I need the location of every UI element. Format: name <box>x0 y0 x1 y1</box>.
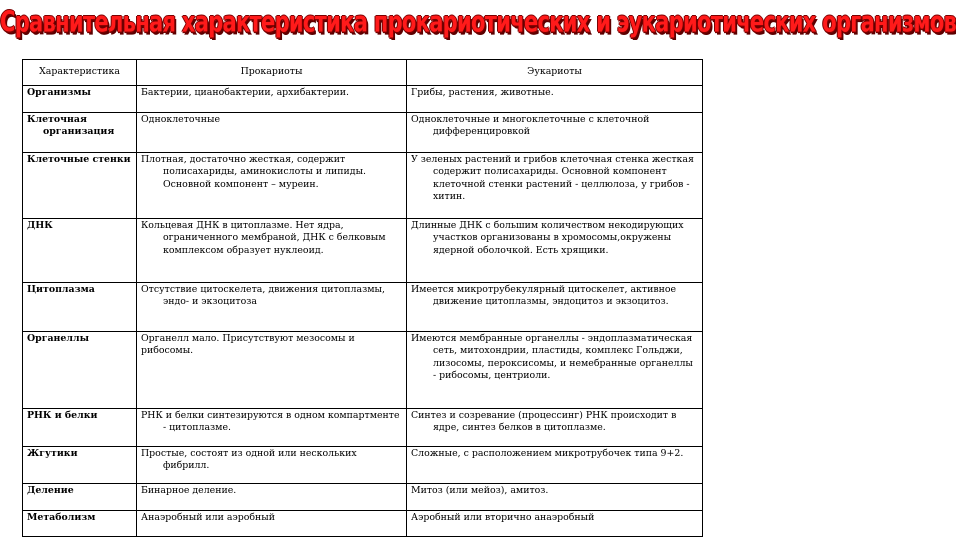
table-row <box>23 153 703 219</box>
row-label: Организмы <box>23 86 137 113</box>
row-label: Клеточная организация <box>23 113 137 153</box>
table-header-row <box>23 60 703 86</box>
eukaryote-cell: Митоз (или мейоз), амитоз. <box>407 484 703 511</box>
prokaryote-cell: Анаэробный или аэробный <box>137 511 407 537</box>
table-row <box>23 86 703 113</box>
eukaryote-cell: Имеется микротрубекулярный цитоскелет, активное движение цитоплазмы, эндоцитоз и экзоцитоз. <box>407 283 703 332</box>
eukaryote-cell: Грибы, растения, животные. <box>407 86 703 113</box>
row-label: РНК и белки <box>23 409 137 447</box>
table-row <box>23 113 703 153</box>
prokaryote-cell: Органелл мало. Присутствуют мезосомы и рибосомы. <box>137 332 407 409</box>
prokaryote-cell: РНК и белки синтезируются в одном компартменте - цитоплазме. <box>137 409 407 447</box>
column-header-prokaryotes: Прокариоты <box>137 60 407 86</box>
row-label: Жгутики <box>23 447 137 484</box>
row-label: Деление <box>23 484 137 511</box>
row-label: ДНК <box>23 219 137 283</box>
comparison-table <box>22 59 703 537</box>
row-label: Клеточные стенки <box>23 153 137 219</box>
eukaryote-cell: У зеленых растений и грибов клеточная стенка жесткая содержит полисахариды. Основной компонент клеточной стенки растений - целлюлоза, у грибов - хитин. <box>407 153 703 219</box>
page-title: Сравнительная характеристика прокариотических и эукариотических организмов <box>0 6 956 39</box>
eukaryote-cell: Сложные, с расположением микротрубочек типа 9+2. <box>407 447 703 484</box>
prokaryote-cell: Бактерии, цианобактерии, архибактерии. <box>137 86 407 113</box>
prokaryote-cell: Отсутствие цитоскелета, движения цитоплазмы, эндо- и экзоцитоза <box>137 283 407 332</box>
table-row <box>23 219 703 283</box>
row-label: Метаболизм <box>23 511 137 537</box>
eukaryote-cell: Синтез и созревание (процессинг) РНК происходит в ядре, синтез белков в цитоплазме. <box>407 409 703 447</box>
row-label: Органеллы <box>23 332 137 409</box>
table-row <box>23 511 703 537</box>
prokaryote-cell: Бинарное деление. <box>137 484 407 511</box>
table-row <box>23 332 703 409</box>
eukaryote-cell: Имеются мембранные органеллы - эндоплазматическая сеть, митохондрии, пластиды, комплекс Гольджи, лизосомы, пероксисомы, и немебранные органеллы - рибосомы, центриоли. <box>407 332 703 409</box>
table-row <box>23 484 703 511</box>
prokaryote-cell: Одноклеточные <box>137 113 407 153</box>
table-row <box>23 409 703 447</box>
table-row <box>23 447 703 484</box>
prokaryote-cell: Плотная, достаточно жесткая, содержит полисахариды, аминокислоты и липиды. Основной компонент – муреин. <box>137 153 407 219</box>
prokaryote-cell: Кольцевая ДНК в цитоплазме. Нет ядра, ограниченного мембраной, ДНК с белковым комплексом образует нуклеоид. <box>137 219 407 283</box>
eukaryote-cell: Аэробный или вторично анаэробный <box>407 511 703 537</box>
column-header-characteristic: Характеристика <box>23 60 137 86</box>
row-label: Цитоплазма <box>23 283 137 332</box>
table-row <box>23 283 703 332</box>
eukaryote-cell: Одноклеточные и многоклеточные с клеточной дифференцировкой <box>407 113 703 153</box>
column-header-eukaryotes: Эукариоты <box>407 60 703 86</box>
prokaryote-cell: Простые, состоят из одной или нескольких фибрилл. <box>137 447 407 484</box>
eukaryote-cell: Длинные ДНК с большим количеством некодирующих участков организованы в хромосомы,окружены ядерной оболочкой. Есть хрящики. <box>407 219 703 283</box>
